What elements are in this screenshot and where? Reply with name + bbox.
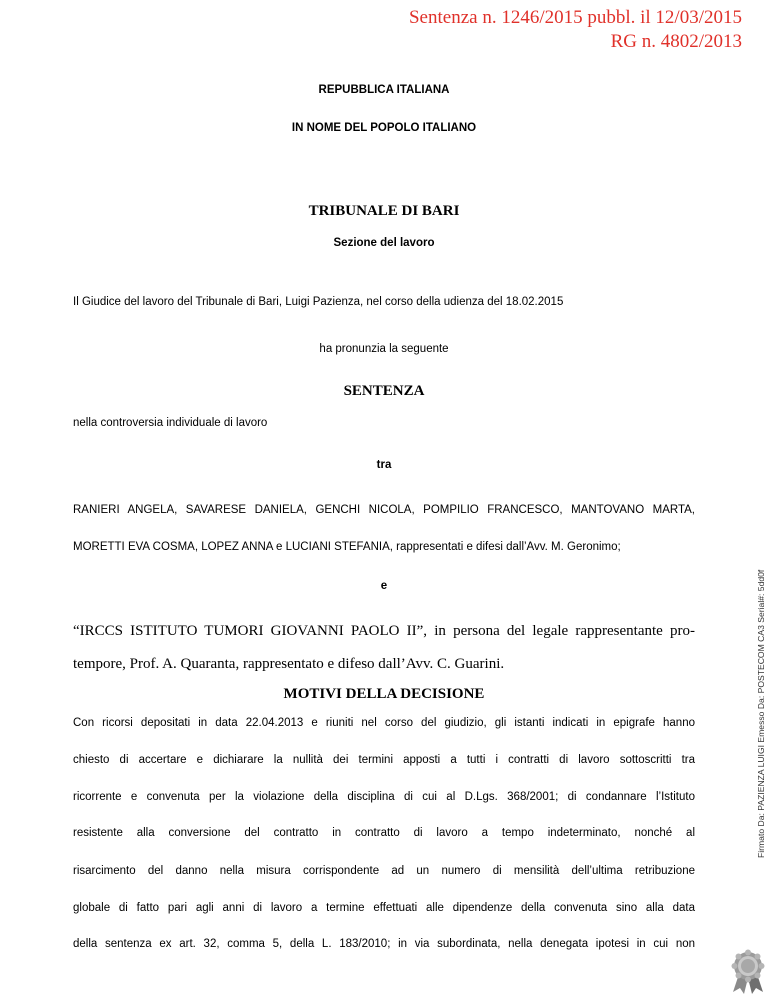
motives-title: MOTIVI DELLA DECISIONE	[283, 686, 485, 702]
sentence-title: SENTENZA	[343, 383, 425, 399]
respondent-line-2: tempore, Prof. A. Quaranta, rappresentato e difeso dall’Avv. C. Guarini.	[73, 656, 505, 672]
between-label: tra	[376, 459, 392, 471]
and-label: e	[380, 580, 388, 592]
controversy-line: nella controversia individuale di lavoro	[73, 417, 268, 429]
digital-signature-text: Firmato Da: PAZIENZA LUIGI Emesso Da: POSTECOM CA3 Serial#: 5dd0f	[756, 569, 766, 858]
republic-heading: REPUBBLICA ITALIANA	[318, 84, 450, 96]
motives-line-6: globale di fatto pari agli anni di lavoro a termine effettuati alle dipendenze della convenuta sino alla data	[73, 902, 695, 914]
court-section: Sezione del lavoro	[333, 237, 435, 249]
motives-line-2: chiesto di accertare e dichiarare la nullità dei termini apposti a tutti i contratti di lavoro sottoscritti tra	[73, 754, 695, 766]
parties-line-2: MORETTI EVA COSMA, LOPEZ ANNA e LUCIANI STEFANIA, rappresentati e difesi dall’Avv. M. Geronimo;	[73, 541, 621, 553]
registry-stamp	[409, 6, 742, 54]
motives-line-1: Con ricorsi depositati in data 22.04.2013 e riuniti nel corso del giudizio, gli istanti indicati in epigrafe hanno	[73, 717, 695, 729]
people-heading: IN NOME DEL POPOLO ITALIANO	[291, 122, 477, 134]
parties-line-1: RANIERI ANGELA, SAVARESE DANIELA, GENCHI NICOLA, POMPILIO FRANCESCO, MANTOVANO MARTA,	[73, 504, 695, 516]
motives-line-7: della sentenza ex art. 32, comma 5, della L. 183/2010; in via subordinata, nella denegata ipotesi in cui non	[73, 938, 695, 950]
motives-line-3: ricorrente e convenuta per la violazione della disciplina di cui al D.Lgs. 368/2001; di condannare l’Istituto	[73, 791, 695, 803]
court-name: TRIBUNALE DI BARI	[308, 203, 460, 219]
pronounced-line: ha pronunzia la seguente	[319, 343, 449, 355]
stamp-sentence-number: Sentenza n. 1246/2015 pubbl. il 12/03/2015	[408, 7, 742, 28]
certification-seal-icon	[728, 948, 768, 994]
respondent-line-1: “IRCCS ISTITUTO TUMORI GIOVANNI PAOLO II”, in persona del legale rappresentante pro-	[73, 623, 695, 639]
stamp-rg-number: RG n. 4802/2013	[610, 31, 742, 52]
motives-line-4: resistente alla conversione del contratto in contratto di lavoro a tempo indeterminato, nonché al	[73, 827, 695, 839]
motives-line-5: risarcimento del danno nella misura corrispondente ad un numero di mensilità dell’ultima retribuzione	[73, 865, 695, 877]
judge-line: Il Giudice del lavoro del Tribunale di Bari, Luigi Pazienza, nel corso della udienza del 18.02.2015	[73, 296, 564, 308]
